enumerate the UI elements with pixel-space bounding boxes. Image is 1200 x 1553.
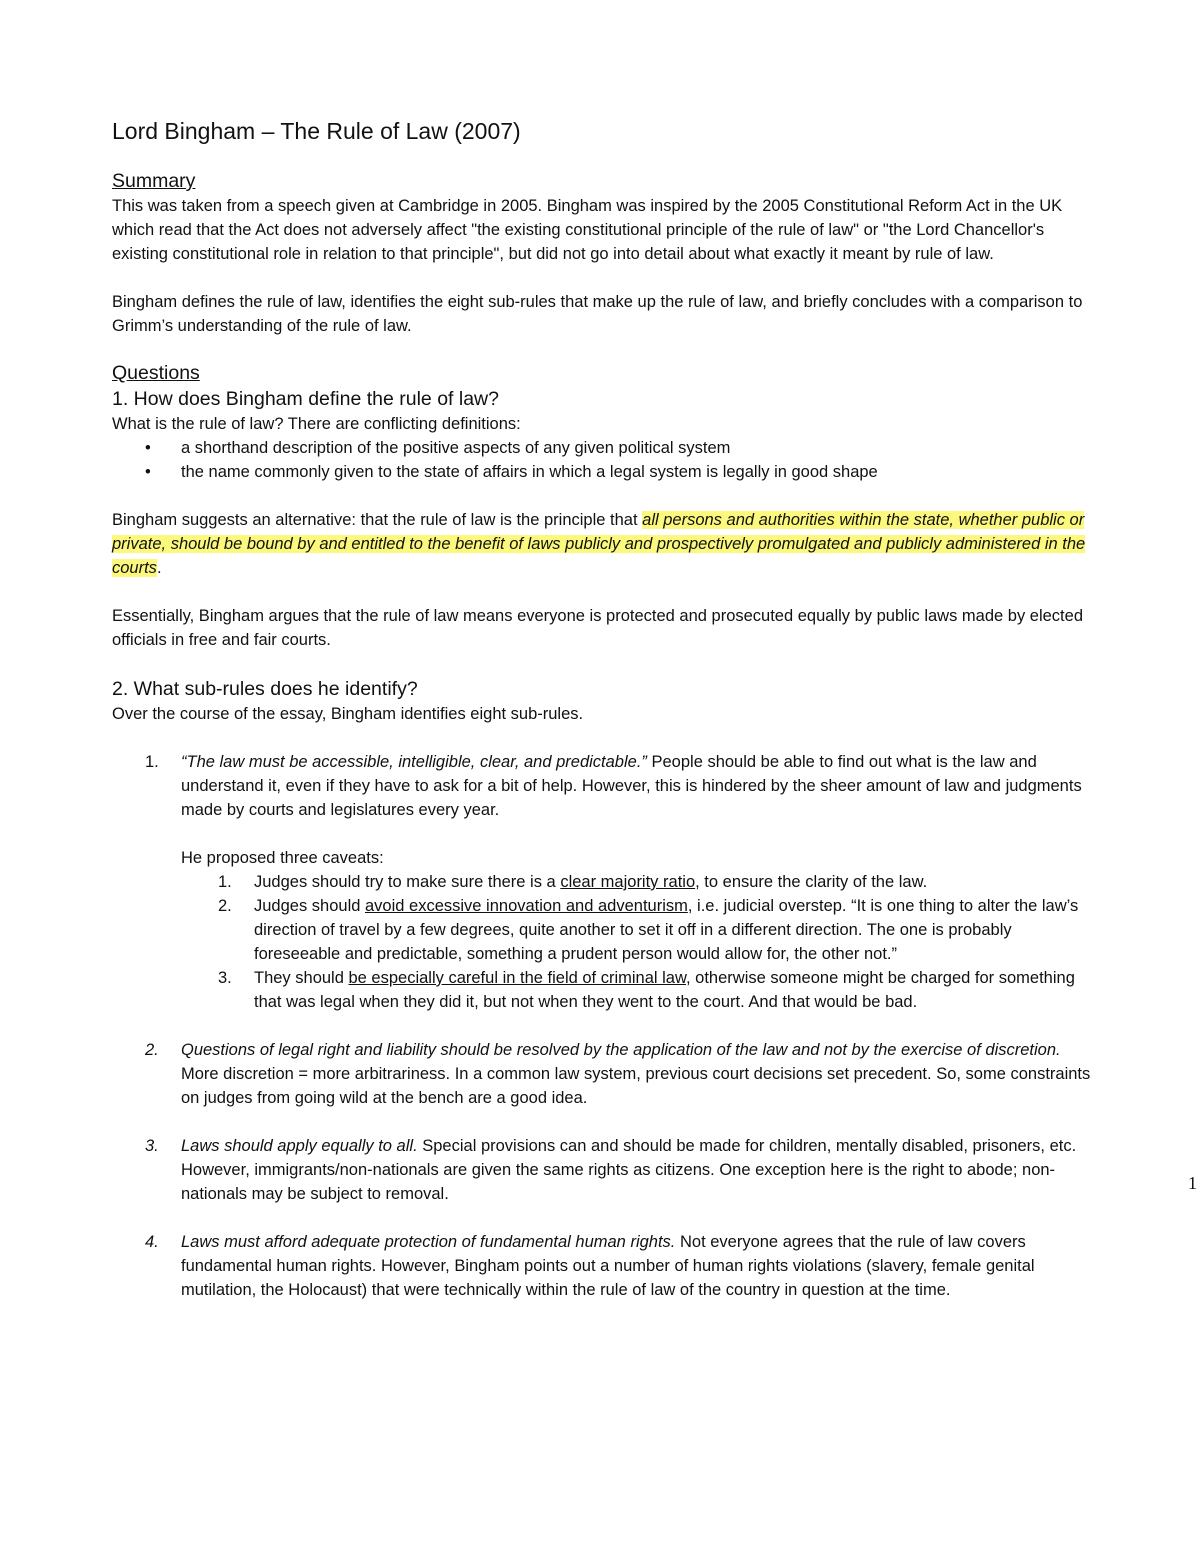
sub-rule-title: Laws should apply equally to all. [181,1137,418,1155]
list-item [112,460,1092,484]
alternative-prefix: Bingham suggests an alternative: that the rule of law is the principle that [112,511,643,529]
sub-rule-item [112,1230,1092,1302]
summary-heading: Summary [112,170,196,192]
sub-rule-text: Not everyone agrees that the rule of law covers fundamental human rights. However, Bingham points out a number of human rights violations (slavery, female genital mutilation, the Holocaust) that were technically within the rule of law of the country in question at the time. [181,1233,1035,1299]
caveat-text-pre: They should [254,969,349,987]
questions-heading: Questions [112,362,200,384]
caveat-item [181,870,1092,894]
sub-rule-item [112,750,1092,1014]
caveat-text-post: , to ensure the clarity of the law. [695,873,928,891]
page-content [112,116,1197,1326]
sub-rule-text: More discretion = more arbitrariness. In a common law system, previous court decisions set precedent. So, some constraints on judges from going wild at the bench are a good idea. [181,1065,1091,1107]
question-2-intro: Over the course of the essay, Bingham identifies eight sub-rules. [112,705,584,723]
document-title: Lord Bingham – The Rule of Law (2007) [112,118,521,144]
question-1-intro: What is the rule of law? There are conflicting definitions: [112,415,521,433]
question-1-heading: 1. How does Bingham define the rule of law? [112,388,499,410]
caveat-number: 1. [218,873,232,891]
sub-rule-number: 1. [145,753,159,771]
sub-rule-title: Questions of legal right and liability should be resolved by the application of the law and not by the exercise of discretion. [181,1041,1061,1059]
sub-rule-item [112,1038,1092,1110]
caveat-text-post: , otherwise someone might be charged for something that was legal when they did it, but not when they went to the court. And that would be bad. [254,969,1075,1011]
highlighted-definition: all persons and authorities within the state, whether public or private, should be bound by and entitled to the benefit of laws publicly and prospectively promulgated and publicly administered in the courts [112,511,1086,577]
sub-rule-text: People should be able to find out what is the law and understand it, even if they have to ask for a bit of help. However, this is hindered by the sheer amount of law and judgments made by courts and legislatures every year. [181,753,1082,819]
caveat-text-post: , i.e. judicial overstep. “It is one thing to alter the law’s direction of travel by a few degrees, quite another to set it off in a different direction. The one is probably foreseeable and predictable, something a prudent person would allow for, the other not.” [254,897,1079,963]
sub-rule-title: “The law must be accessible, intelligible, clear, and predictable.” [181,753,647,771]
summary-paragraph-2: Bingham defines the rule of law, identifies the eight sub-rules that make up the rule of law, and briefly concludes with a comparison to Grimm’s understanding of the rule of law. [112,293,1083,335]
question-2-heading: 2. What sub-rules does he identify? [112,678,418,700]
sub-rule-number: 3. [145,1137,159,1155]
caveat-underlined: be especially careful in the field of criminal law [348,969,686,987]
alternative-suffix: . [156,559,162,577]
essentially-paragraph: Essentially, Bingham argues that the rule of law means everyone is protected and prosecuted equally by public laws made by elected officials in free and fair courts. [112,607,1083,649]
caveat-text-pre: Judges should [254,897,365,915]
caveat-underlined: clear majority ratio [560,873,696,891]
sub-rule-text: Special provisions can and should be made for children, mentally disabled, prisoners, etc. However, immigrants/non-nationals are given the same rights as citizens. One exception here is the right to abode; non-nationals may be subject to removal. [181,1137,1077,1203]
page-number: 1 [1188,1173,1197,1193]
sub-rule-number: 4. [145,1233,159,1251]
sub-rules-list [112,750,1092,1302]
caveat-text-pre: Judges should try to make sure there is a [254,873,561,891]
caveat-underlined: avoid excessive innovation and adventurism [365,897,688,915]
sub-rule-title: Laws must afford adequate protection of fundamental human rights. [181,1233,676,1251]
summary-paragraph-1: This was taken from a speech given at Cambridge in 2005. Bingham was inspired by the 2005 Constitutional Reform Act in the UK which read that the Act does not adversely affect "the existing constitutional principle of the rule of law" or "the Lord Chancellor's existing constitutional role in relation to that principle", but did not go into detail about what exactly it meant by rule of law. [112,197,1063,263]
list-item [112,436,1092,460]
caveats-list [181,870,1092,1014]
list-item-text: the name commonly given to the state of affairs in which a legal system is legally in good shape [181,463,878,481]
definitions-list [112,436,1092,484]
caveats-intro: He proposed three caveats: [181,849,384,867]
alternative-definition [112,508,1092,580]
bullet-icon: • [145,439,151,457]
sub-rule-number: 2. [145,1041,159,1059]
sub-rule-item [112,1134,1092,1206]
list-item-text: a shorthand description of the positive aspects of any given political system [181,439,731,457]
caveat-number: 2. [218,897,232,915]
caveat-number: 3. [218,969,232,987]
caveat-item [181,894,1092,966]
caveat-item [181,966,1092,1014]
bullet-icon: • [145,463,151,481]
